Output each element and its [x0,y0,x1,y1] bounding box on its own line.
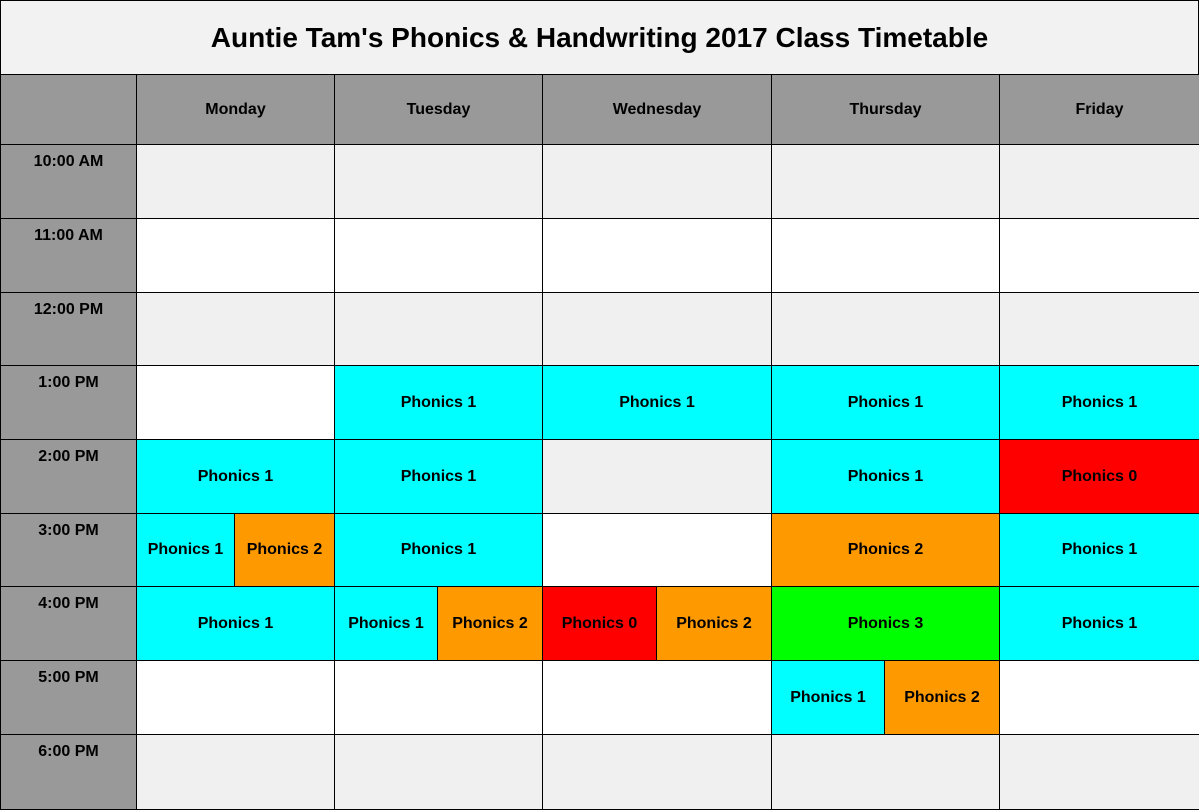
empty-slot [334,218,543,293]
class-block: Phonics 1 [999,586,1199,661]
empty-slot [999,660,1199,735]
empty-slot [542,513,772,587]
corner-header [0,74,137,146]
class-block: Phonics 0 [542,586,657,661]
empty-slot [542,439,772,514]
empty-slot [136,292,335,366]
class-block: Phonics 1 [136,439,335,514]
empty-slot [771,144,1000,219]
class-block: Phonics 1 [999,513,1199,587]
class-block: Phonics 1 [999,365,1199,440]
time-label: 12:00 PM [0,292,137,366]
day-header-friday: Friday [999,74,1199,146]
empty-slot [999,144,1199,219]
empty-slot [771,218,1000,293]
empty-slot [542,734,772,810]
empty-slot [136,365,335,440]
empty-slot [542,660,772,735]
empty-slot [542,218,772,293]
empty-slot [999,218,1199,293]
empty-slot [542,292,772,366]
day-header-thursday: Thursday [771,74,1000,146]
time-label: 10:00 AM [0,144,137,219]
class-block: Phonics 2 [437,586,543,661]
empty-slot [542,144,772,219]
time-label: 4:00 PM [0,586,137,661]
time-label: 2:00 PM [0,439,137,514]
empty-slot [136,660,335,735]
class-block: Phonics 2 [771,513,1000,587]
day-header-wednesday: Wednesday [542,74,772,146]
empty-slot [136,144,335,219]
timetable-title: Auntie Tam's Phonics & Handwriting 2017 Class Timetable [0,0,1199,75]
empty-slot [334,660,543,735]
day-header-tuesday: Tuesday [334,74,543,146]
empty-slot [334,292,543,366]
class-block: Phonics 1 [334,586,438,661]
class-block: Phonics 1 [334,365,543,440]
class-block: Phonics 1 [542,365,772,440]
empty-slot [771,734,1000,810]
class-block: Phonics 1 [334,513,543,587]
class-block: Phonics 0 [999,439,1199,514]
class-block: Phonics 2 [234,513,335,587]
class-block: Phonics 1 [136,586,335,661]
time-label: 5:00 PM [0,660,137,735]
time-label: 11:00 AM [0,218,137,293]
time-label: 1:00 PM [0,365,137,440]
class-block: Phonics 1 [136,513,235,587]
empty-slot [999,734,1199,810]
time-label: 6:00 PM [0,734,137,810]
empty-slot [136,218,335,293]
empty-slot [334,144,543,219]
class-block: Phonics 2 [656,586,772,661]
empty-slot [334,734,543,810]
class-block: Phonics 1 [334,439,543,514]
empty-slot [771,292,1000,366]
class-block: Phonics 1 [771,660,885,735]
class-block: Phonics 1 [771,365,1000,440]
empty-slot [136,734,335,810]
time-label: 3:00 PM [0,513,137,587]
class-block: Phonics 3 [771,586,1000,661]
day-header-monday: Monday [136,74,335,146]
class-block: Phonics 1 [771,439,1000,514]
empty-slot [999,292,1199,366]
class-block: Phonics 2 [884,660,1000,735]
